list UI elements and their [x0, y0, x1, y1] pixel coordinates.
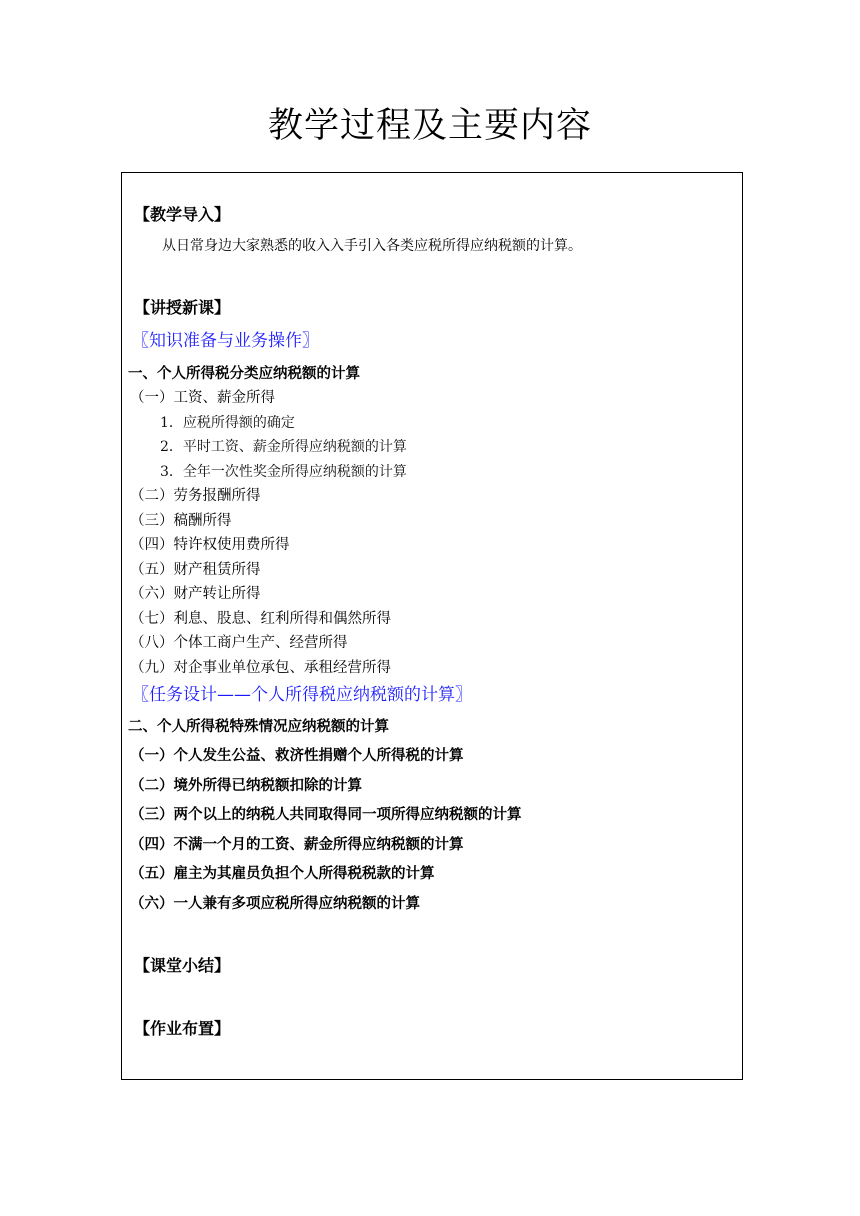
- part1-sub-item: 1．应税所得额的确定: [160, 415, 295, 431]
- lecture-heading: 【讲授新课】: [134, 298, 231, 317]
- part1-sub-item: 3．全年一次性奖金所得应纳税额的计算: [160, 464, 407, 480]
- lesson-content-box: [121, 172, 743, 1080]
- part1-item: （三）稿酬所得: [130, 513, 232, 529]
- part2-item: （二）境外所得已纳税额扣除的计算: [130, 778, 362, 794]
- part2-title: 二、个人所得税特殊情况应纳税额的计算: [128, 719, 389, 735]
- part1-title: 一、个人所得税分类应纳税额的计算: [128, 366, 360, 382]
- part1-item: （一）工资、薪金所得: [130, 390, 275, 406]
- intro-heading: 【教学导入】: [134, 205, 231, 224]
- intro-text: 从日常身边大家熟悉的收入入手引入各类应税所得应纳税额的计算。: [162, 238, 582, 254]
- knowledge-heading: 〖知识准备与业务操作〗: [132, 331, 319, 351]
- page-title: 教学过程及主要内容: [267, 106, 592, 146]
- part2-item: （五）雇主为其雇员负担个人所得税税款的计算: [130, 866, 435, 882]
- part1-item: （五）财产租赁所得: [130, 562, 261, 578]
- part1-item: （九）对企事业单位承包、承租经营所得: [130, 660, 391, 676]
- task-heading: 〖任务设计——个人所得税应纳税额的计算〗: [132, 685, 472, 705]
- part1-sub-item: 2．平时工资、薪金所得应纳税额的计算: [160, 439, 407, 455]
- part2-item: （四）不满一个月的工资、薪金所得应纳税额的计算: [130, 837, 464, 853]
- part1-item: （七）利息、股息、红利所得和偶然所得: [130, 611, 391, 627]
- summary-heading: 【课堂小结】: [134, 956, 231, 975]
- part2-item: （三）两个以上的纳税人共同取得同一项所得应纳税额的计算: [130, 807, 522, 823]
- part1-item: （四）特许权使用费所得: [130, 537, 290, 553]
- part1-item: （六）财产转让所得: [130, 586, 261, 602]
- part2-item: （六）一人兼有多项应税所得应纳税额的计算: [130, 896, 420, 912]
- homework-heading: 【作业布置】: [134, 1019, 231, 1038]
- part2-item: （一）个人发生公益、救济性捐赠个人所得税的计算: [130, 748, 464, 764]
- part1-item: （二）劳务报酬所得: [130, 488, 261, 504]
- part1-item: （八）个体工商户生产、经营所得: [130, 635, 348, 651]
